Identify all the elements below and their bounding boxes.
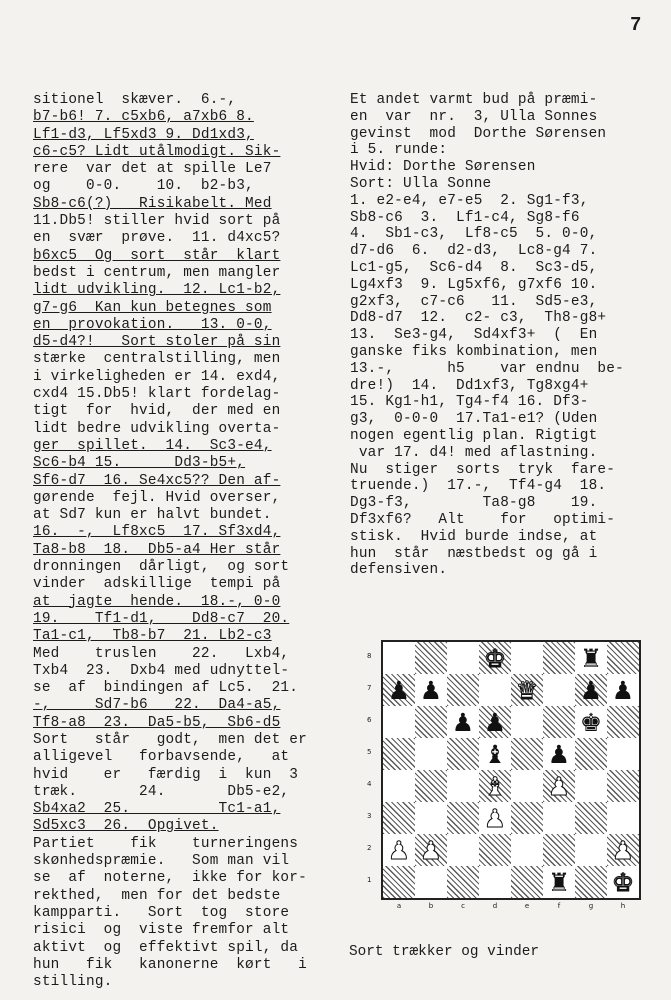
- board-square: [479, 642, 511, 674]
- board-square: [447, 674, 479, 706]
- text-line: -, Sd7-b6 22. Da4-a5,: [33, 697, 281, 714]
- board-square: [383, 770, 415, 802]
- text-line: en var nr. 3, Ulla Sonnes: [350, 108, 598, 125]
- text-line: Ta8-b8 18. Db5-a4 Her står: [33, 541, 281, 558]
- white-bishop-icon: ♝: [483, 771, 507, 801]
- text-line: Nu stiger sorts tryk fare-: [350, 461, 616, 478]
- rank-labels: [367, 640, 379, 896]
- white-pawn-icon: ♟: [611, 835, 635, 865]
- text-line: aktivt og effektivt spil, da: [33, 939, 299, 956]
- board-square: [479, 866, 511, 898]
- text-line: at jagte hende. 18.-, 0-0: [33, 593, 281, 610]
- board-square: [479, 770, 511, 802]
- file-label: a: [396, 902, 402, 910]
- chess-board: [381, 640, 641, 900]
- board-square: [575, 674, 607, 706]
- board-square: [479, 706, 511, 738]
- text-line: Df3xf6? Alt for optimi-: [350, 511, 616, 528]
- white-pawn-icon: ♟: [483, 803, 507, 833]
- text-line: 13. Se3-g4, Sd4xf3+ ( En: [350, 327, 598, 344]
- text-line: ger spillet. 14. Sc3-e4,: [33, 437, 272, 454]
- text-line: var 17. d4! med aflastning.: [350, 444, 598, 461]
- text-line: Et andet varmt bud på præmi-: [350, 92, 598, 108]
- board-square: [511, 770, 543, 802]
- board-square: [543, 674, 575, 706]
- board-square: [511, 738, 543, 770]
- board-square: [511, 834, 543, 866]
- chess-diagram: [363, 638, 643, 918]
- text-line: d7-d6 6. d2-d3, Lc8-g4 7.: [350, 243, 598, 260]
- file-label: d: [492, 902, 498, 910]
- text-line: Sb8-c6 3. Lf1-c4, Sg8-f6: [350, 209, 580, 226]
- board-square: [383, 674, 415, 706]
- text-line: 13.-, h5 var endnu be-: [350, 360, 624, 377]
- left-column: [33, 92, 307, 991]
- text-line: stisk. Hvid burde indse, at: [350, 528, 598, 545]
- board-square: [383, 834, 415, 866]
- board-square: [479, 802, 511, 834]
- board-square: [543, 706, 575, 738]
- board-square: [511, 642, 543, 674]
- text-line: 1. e2-e4, e7-e5 2. Sg1-f3,: [350, 192, 589, 209]
- board-square: [415, 674, 447, 706]
- board-square: [447, 642, 479, 674]
- text-line: Partiet fik turneringens: [33, 835, 299, 852]
- file-label: c: [461, 902, 465, 910]
- text-line: lidt udvikling. 12. Lc1-b2,: [33, 282, 281, 299]
- diagram-caption: Sort trækker og vinder: [349, 944, 539, 960]
- board-square: [479, 674, 511, 706]
- text-line: i 5. runde:: [350, 142, 448, 159]
- text-line: risici og viste fremfor alt: [33, 922, 290, 939]
- rank-label: 2: [367, 844, 372, 852]
- text-line: 19. Tf1-d1, Dd8-c7 20.: [33, 610, 290, 627]
- text-line: Dd8-d7 12. c2- c3, Th8-g8+: [350, 310, 607, 327]
- board-square: [383, 642, 415, 674]
- black-king-icon: ♚: [579, 707, 603, 737]
- board-square: [575, 706, 607, 738]
- text-line: en provokation. 13. 0-0,: [33, 316, 272, 333]
- text-line: d5-d4?! Sort stoler på sin: [33, 334, 281, 351]
- file-label: g: [588, 902, 594, 910]
- board-square: [479, 738, 511, 770]
- text-line: Lf1-d3, Lf5xd3 9. Dd1xd3,: [33, 126, 254, 143]
- text-line: vinder adskillige tempi på: [33, 576, 281, 593]
- white-king-icon: ♚: [483, 643, 507, 673]
- text-line: defensiven.: [350, 562, 448, 579]
- board-square: [447, 834, 479, 866]
- board-square: [383, 866, 415, 898]
- rank-label: 4: [367, 780, 372, 788]
- text-line: rere var det at spille Le7: [33, 161, 272, 178]
- board-square: [543, 834, 575, 866]
- black-rook-icon: ♜: [579, 643, 603, 673]
- text-line: Ta1-c1, Tb8-b7 21. Lb2-c3: [33, 628, 272, 645]
- text-line: skønhedspræmie. Som man vil: [33, 853, 290, 870]
- board-square: [607, 706, 639, 738]
- text-line: tigt for hvid, der med en: [33, 403, 281, 420]
- text-line: Sb4xa2 25. Tc1-a1,: [33, 801, 281, 818]
- white-pawn-icon: ♟: [419, 835, 443, 865]
- board-square: [415, 706, 447, 738]
- text-line: 16. -, Lf8xc5 17. Sf3xd4,: [33, 524, 281, 541]
- board-square: [575, 738, 607, 770]
- text-line: Med truslen 22. Lxb4,: [33, 645, 290, 662]
- board-square: [447, 706, 479, 738]
- text-line: Lg4xf3 9. Lg5xf6, g7xf6 10.: [350, 276, 598, 293]
- file-label: f: [557, 902, 561, 910]
- text-line: cxd4 15.Db5! klart fordelag-: [33, 386, 281, 403]
- text-line: ganske fiks kombination, men: [350, 343, 598, 360]
- board-square: [511, 802, 543, 834]
- text-line: truende.) 17.-, Tf4-g4 18.: [350, 478, 607, 495]
- text-line: Sort: Ulla Sonne: [350, 175, 492, 192]
- text-line: hun fik kanonerne kørt i: [33, 956, 307, 973]
- text-line: Sc6-b4 15. Dd3-b5+,: [33, 455, 246, 472]
- text-line: 4. Sb1-c3, Lf8-c5 5. 0-0,: [350, 226, 598, 243]
- board-square: [575, 770, 607, 802]
- text-line: Sort står godt, men det er: [33, 731, 307, 748]
- board-square: [383, 738, 415, 770]
- text-line: bedst i centrum, men mangler: [33, 264, 281, 281]
- board-square: [543, 738, 575, 770]
- text-line: Sd5xc3 26. Opgivet.: [33, 818, 219, 835]
- board-square: [543, 802, 575, 834]
- board-square: [575, 866, 607, 898]
- text-line: gevinst mod Dorthe Sørensen: [350, 125, 607, 142]
- board-square: [543, 642, 575, 674]
- text-line: dronningen dårligt, og sort: [33, 559, 290, 576]
- board-square: [511, 866, 543, 898]
- board-square: [479, 834, 511, 866]
- text-line: Sf6-d7 16. Se4xc5?? Den af-: [33, 472, 281, 489]
- text-line: lidt bedre udvikling overta-: [33, 420, 281, 437]
- black-pawn-icon: ♟: [451, 707, 475, 737]
- board-square: [511, 674, 543, 706]
- board-square: [415, 770, 447, 802]
- board-square: [607, 866, 639, 898]
- board-square: [447, 770, 479, 802]
- rank-label: 5: [367, 748, 372, 756]
- file-label: b: [428, 902, 434, 910]
- board-square: [415, 802, 447, 834]
- black-pawn-icon: ♟: [579, 675, 603, 705]
- board-square: [383, 706, 415, 738]
- board-square: [511, 706, 543, 738]
- board-square: [607, 834, 639, 866]
- board-square: [383, 802, 415, 834]
- text-line: Hvid: Dorthe Sørensen: [350, 159, 536, 176]
- board-square: [607, 738, 639, 770]
- file-labels: [383, 902, 639, 910]
- text-line: hun står næstbedst og gå i: [350, 545, 598, 562]
- black-bishop-icon: ♝: [483, 739, 507, 769]
- text-line: en svær prøve. 11. d4xc5?: [33, 230, 281, 247]
- text-line: i virkeligheden er 14. exd4,: [33, 368, 281, 385]
- rank-label: 6: [367, 716, 372, 724]
- text-line: hvid er færdig i kun 3: [33, 766, 299, 783]
- board-square: [415, 738, 447, 770]
- black-pawn-icon: ♟: [483, 707, 507, 737]
- text-line: sitionel skæver. 6.-,: [33, 92, 237, 108]
- board-square: [447, 866, 479, 898]
- black-pawn-icon: ♟: [419, 675, 443, 705]
- right-column: [350, 92, 624, 579]
- text-line: b7-b6! 7. c5xb6, a7xb6 8.: [33, 109, 254, 126]
- board-square: [607, 642, 639, 674]
- text-line: og 0-0. 10. b2-b3,: [33, 178, 254, 195]
- text-line: at Sd7 kun er halvt bundet.: [33, 507, 272, 524]
- page-number: 7: [630, 14, 642, 36]
- text-line: b6xc5 Og sort står klart: [33, 247, 281, 264]
- text-line: c6-c5? Lidt utålmodigt. Sik-: [33, 143, 281, 160]
- text-line: g2xf3, c7-c6 11. Sd5-e3,: [350, 293, 598, 310]
- board-square: [415, 642, 447, 674]
- board-square: [575, 802, 607, 834]
- white-pawn-icon: ♟: [387, 835, 411, 865]
- text-line: Tf8-a8 23. Da5-b5, Sb6-d5: [33, 714, 281, 731]
- text-line: kampparti. Sort tog store: [33, 904, 290, 921]
- file-label: h: [620, 902, 626, 910]
- text-line: stærke centralstilling, men: [33, 351, 281, 368]
- text-line: Txb4 23. Dxb4 med udnyttel-: [33, 662, 290, 679]
- text-line: g7-g6 Kan kun betegnes som: [33, 299, 272, 316]
- black-pawn-icon: ♟: [611, 675, 635, 705]
- text-line: alligevel forbavsende, at: [33, 749, 290, 766]
- text-line: Lc1-g5, Sc6-d4 8. Sc3-d5,: [350, 259, 598, 276]
- text-line: nogen egentlig plan. Rigtigt: [350, 427, 598, 444]
- text-line: 11.Db5! stiller hvid sort på: [33, 213, 281, 230]
- board-square: [447, 802, 479, 834]
- text-line: rekthed, men for det bedste: [33, 887, 281, 904]
- rank-label: 1: [367, 876, 372, 884]
- board-square: [607, 802, 639, 834]
- board-square: [575, 642, 607, 674]
- text-line: Sb8-c6(?) Risikabelt. Med: [33, 195, 272, 212]
- black-rook-icon: ♜: [547, 867, 571, 897]
- board-square: [415, 834, 447, 866]
- black-pawn-icon: ♟: [547, 739, 571, 769]
- file-label: e: [524, 902, 530, 910]
- text-line: se af bindingen af Lc5. 21.: [33, 680, 299, 697]
- board-square: [607, 674, 639, 706]
- board-square: [575, 834, 607, 866]
- board-square: [543, 770, 575, 802]
- board-square: [607, 770, 639, 802]
- text-line: dre!) 14. Dd1xf3, Tg8xg4+: [350, 377, 589, 394]
- rank-label: 7: [367, 684, 372, 692]
- text-line: 15. Kg1-h1, Tg4-f4 16. Df3-: [350, 394, 589, 411]
- white-king-icon: ♚: [611, 867, 635, 897]
- text-line: stilling.: [33, 974, 113, 991]
- black-pawn-icon: ♟: [387, 675, 411, 705]
- board-square: [415, 866, 447, 898]
- text-line: Dg3-f3, Ta8-g8 19.: [350, 495, 598, 512]
- board-square: [447, 738, 479, 770]
- white-queen-icon: ♛: [515, 675, 539, 705]
- board-square: [543, 866, 575, 898]
- text-line: se af noterne, ikke for kor-: [33, 870, 307, 887]
- text-line: træk. 24. Db5-e2,: [33, 783, 290, 800]
- rank-label: 3: [367, 812, 372, 820]
- rank-label: 8: [367, 652, 372, 660]
- text-line: gørende fejl. Hvid overser,: [33, 489, 281, 506]
- white-pawn-icon: ♟: [547, 771, 571, 801]
- text-line: g3, 0-0-0 17.Ta1-e1? (Uden: [350, 411, 598, 428]
